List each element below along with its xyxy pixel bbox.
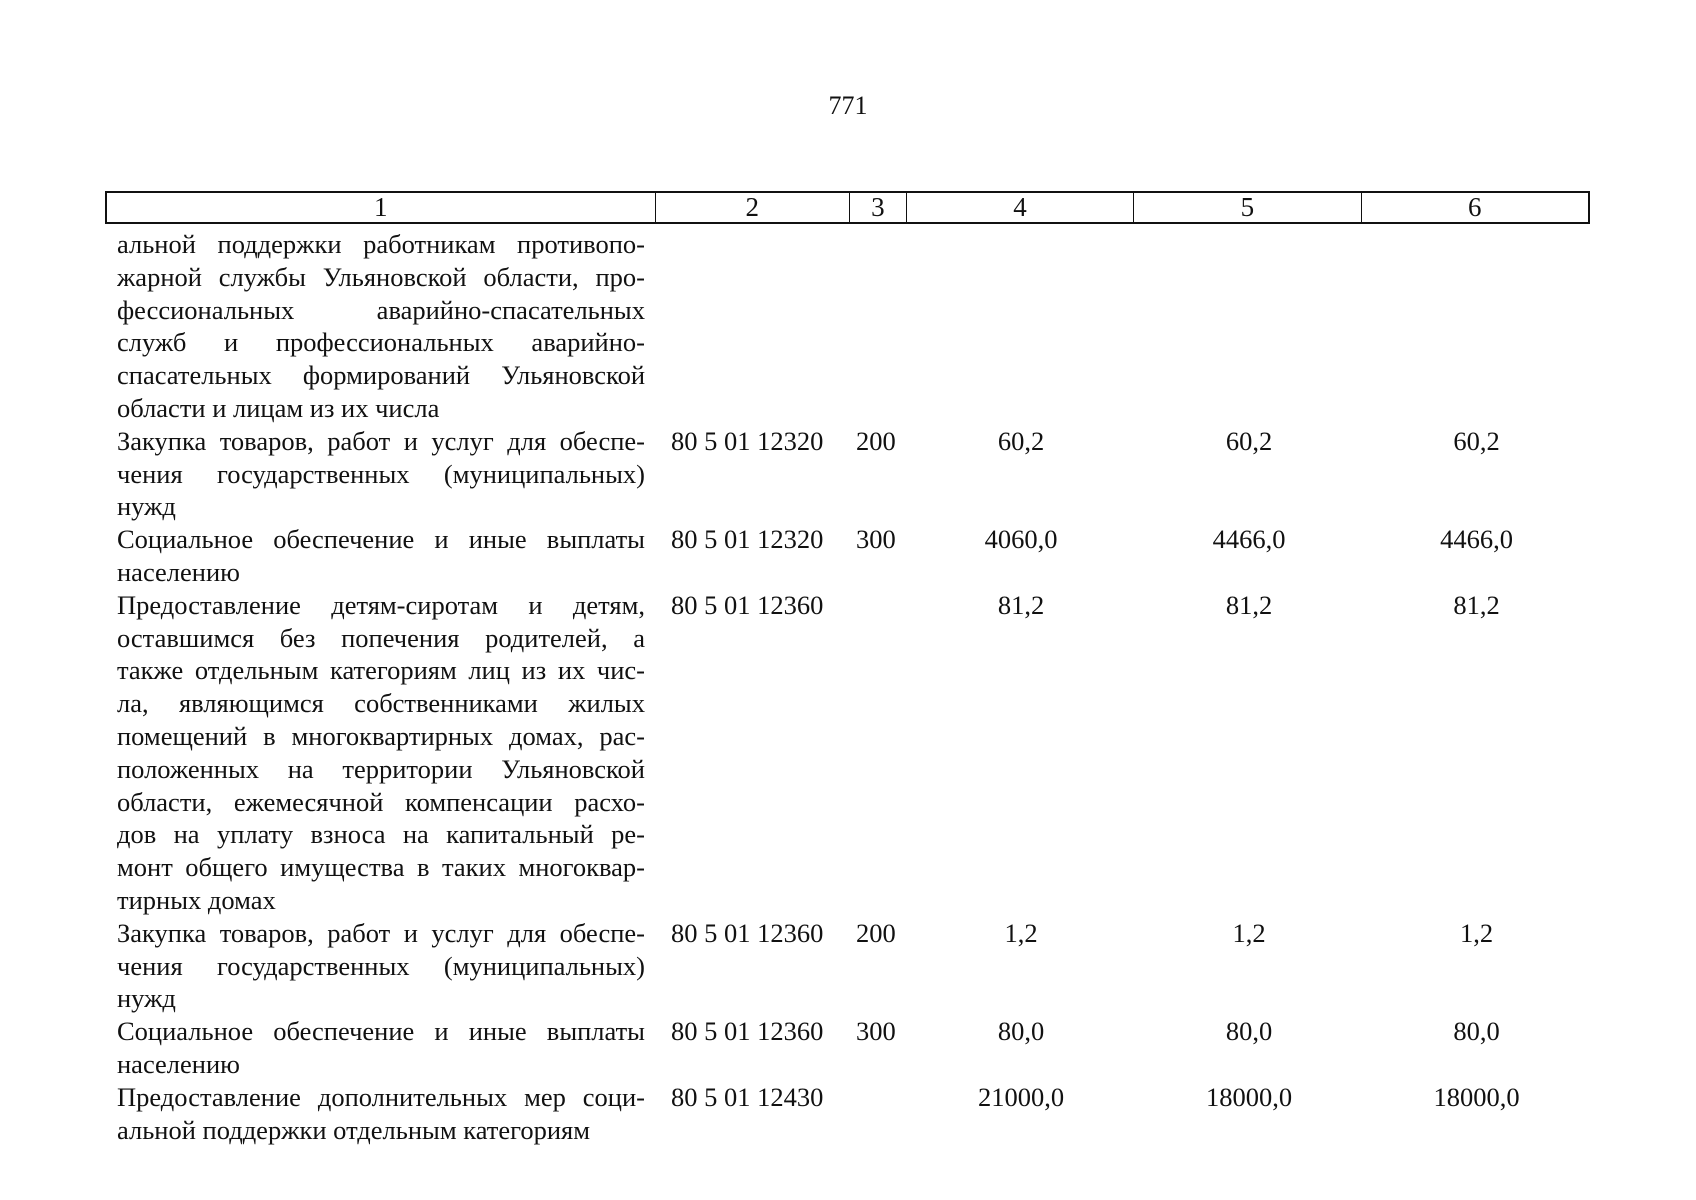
description-line: Предоставление дополнительных мер соци- <box>117 1081 645 1112</box>
description-line: помещений в многоквартирных домах, рас- <box>117 720 645 751</box>
table-row <box>105 228 1590 425</box>
row-description <box>105 523 655 589</box>
row-description <box>105 917 655 1015</box>
column-header-3: 3 <box>850 193 907 222</box>
description-line: также отдельным категориям лиц из их чис- <box>117 655 645 686</box>
table-row <box>105 1015 1590 1081</box>
description-line: Социальное обеспечение и иные выплаты <box>117 524 645 555</box>
description-line: оставшимся без попечения родителей, а <box>117 622 645 653</box>
amount-column-4: 60,2 <box>997 425 1045 456</box>
budget-classification-code: 80 5 01 12430 <box>671 1081 824 1112</box>
amount-column-4: 4060,0 <box>984 524 1058 555</box>
budget-classification-code: 80 5 01 12320 <box>671 524 824 555</box>
table-row <box>105 917 1590 1015</box>
amount-column-6: 80,0 <box>1453 1016 1500 1047</box>
budget-classification-code: 80 5 01 12360 <box>671 917 824 948</box>
amount-column-6: 81,2 <box>1453 589 1500 620</box>
description-line: монт общего имущества в таких многоквар- <box>117 852 645 883</box>
description-line: тирных домах <box>117 884 276 915</box>
description-line: альной поддержки работникам противопо- <box>117 229 645 259</box>
amount-column-5: 18000,0 <box>1205 1081 1293 1112</box>
description-line: чения государственных (муниципальных) <box>117 950 645 981</box>
amount-column-4: 80,0 <box>997 1016 1045 1047</box>
description-line: населению <box>117 556 240 587</box>
description-line: Закупка товаров, работ и услуг для обеспе- <box>117 425 645 456</box>
table-row <box>105 523 1590 589</box>
table-row <box>105 1081 1590 1147</box>
description-line: области и лицам из их числа <box>117 392 440 423</box>
description-line: дов на уплату взноса на капитальный ре- <box>117 819 645 850</box>
row-description <box>105 1081 655 1147</box>
description-line: жарной службы Ульяновской области, про- <box>117 261 645 292</box>
table-row <box>105 589 1590 917</box>
description-line: положенных на территории Ульяновской <box>117 753 645 784</box>
table-column-header-row <box>105 191 1590 224</box>
description-line: Предоставление детям-сиротам и детям, <box>117 589 645 620</box>
amount-column-6: 60,2 <box>1453 425 1500 456</box>
description-line: чения государственных (муниципальных) <box>117 458 645 489</box>
description-line: области, ежемесячной компенсации расхо- <box>117 786 645 817</box>
amount-column-5: 81,2 <box>1225 589 1273 620</box>
description-line: фессиональных аварийно-спасательных <box>117 294 645 325</box>
budget-classification-code: 80 5 01 12320 <box>671 425 824 456</box>
description-line: Закупка товаров, работ и услуг для обеспе- <box>117 917 645 948</box>
column-header-2: 2 <box>656 193 850 222</box>
amount-column-4: 1,2 <box>1004 917 1038 948</box>
column-header-4: 4 <box>907 193 1134 222</box>
description-line: Социальное обеспечение и иные выплаты <box>117 1016 645 1047</box>
description-line: нужд <box>117 983 176 1014</box>
description-line: населению <box>117 1048 240 1079</box>
column-header-6: 6 <box>1468 192 1482 222</box>
amount-column-6: 1,2 <box>1459 917 1494 948</box>
amount-column-6: 18000,0 <box>1433 1081 1520 1112</box>
amount-column-4: 21000,0 <box>977 1081 1065 1112</box>
expense-type-code: 300 <box>856 524 896 555</box>
budget-classification-code: 80 5 01 12360 <box>671 1016 824 1047</box>
expense-type-code: 300 <box>856 1016 896 1047</box>
amount-column-4: 81,2 <box>997 589 1045 620</box>
description-line: спасательных формирований Ульяновской <box>117 360 645 391</box>
row-description <box>105 1015 655 1081</box>
column-header-5: 5 <box>1134 193 1361 222</box>
description-line: альной поддержки отдельным категориям <box>117 1114 590 1145</box>
amount-column-5: 60,2 <box>1225 425 1273 456</box>
amount-column-5: 4466,0 <box>1212 524 1286 555</box>
table-row <box>105 425 1590 523</box>
amount-column-5: 1,2 <box>1232 917 1266 948</box>
amount-column-6: 4466,0 <box>1440 524 1513 555</box>
expense-type-code: 200 <box>856 917 896 948</box>
amount-column-5: 80,0 <box>1225 1016 1273 1047</box>
table-body <box>105 228 1590 1146</box>
column-header-1: 1 <box>107 193 656 222</box>
row-description <box>105 425 655 523</box>
description-line: служб и профессиональных аварийно- <box>117 327 645 358</box>
page-number: 771 <box>828 91 868 120</box>
row-description <box>105 228 655 425</box>
row-description <box>105 589 655 917</box>
description-line: нужд <box>117 491 176 522</box>
description-line: ла, являющимся собственниками жилых <box>117 688 645 719</box>
budget-classification-code: 80 5 01 12360 <box>671 589 824 620</box>
expense-type-code: 200 <box>856 425 896 456</box>
